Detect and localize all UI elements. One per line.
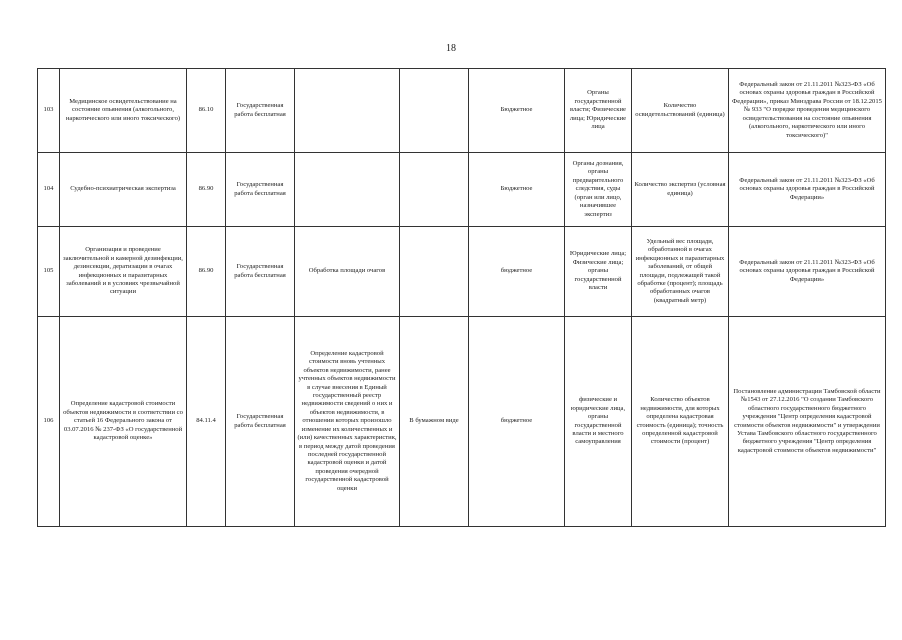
legal-basis: Федеральный закон от 21.11.2011 №323-ФЗ «Об основах охраны здоровья граждан в Российской Федерации» xyxy=(729,153,886,227)
table-row xyxy=(38,317,886,527)
consumer-category: Органы дознания, органы предварительного следствия, суды (орган или лицо, назначившее экспертиз xyxy=(565,153,632,227)
row-number: 103 xyxy=(38,69,60,153)
okved-code: 86.10 xyxy=(187,69,226,153)
work-content xyxy=(295,153,400,227)
volume-indicator: Количество объектов недвижимости, для которых определена кадастровая стоимость (единица); точность определенной кадастровой стоимости (процент) xyxy=(632,317,729,527)
volume-indicator: Количество освидетельствований (единица) xyxy=(632,69,729,153)
work-content: Определение кадастровой стоимости вновь учтенных объектов недвижимости, ранее учтенных объектов недвижимости в случае внесения в Единый государственный реестр недвижимости сведений о них и объектов недвижимости, в отношении которых произошло изменение их количественных и (или) качественных характеристик, в период между датой проведения последней государственной кадастровой оценки и датой проведения очередной государственной кадастровой оценки xyxy=(295,317,400,527)
delivery-form xyxy=(400,153,469,227)
okved-code: 86.90 xyxy=(187,153,226,227)
consumer-category: Органы государственной власти; Физические лица; Юридические лица xyxy=(565,69,632,153)
work-type: Государственная работа бесплатная xyxy=(226,69,295,153)
work-content xyxy=(295,69,400,153)
okved-code: 84.11.4 xyxy=(187,317,226,527)
legal-basis: Постановление администрации Тамбовской области №1543 от 27.12.2016 "О создании Тамбовского областного государственного бюджетного учреждения "Центр определения кадастровой стоимости объектов недвижимости" и утверждении Устава Тамбовского областного государственного бюджетного учреждения "Центр определения кадастровой стоимости объектов недвижимости" xyxy=(729,317,886,527)
table-row xyxy=(38,69,886,153)
consumer-category: физические и юридические лица, органы государственной власти и местного самоуправления xyxy=(565,317,632,527)
table-row xyxy=(38,227,886,317)
legal-basis: Федеральный закон от 21.11.2011 №323-ФЗ «Об основах охраны здоровья граждан в Российской Федерации» xyxy=(729,227,886,317)
delivery-form: В бумажном виде xyxy=(400,317,469,527)
payment-type: бюджетное xyxy=(469,227,565,317)
volume-indicator: Количество экспертиз (условная единица) xyxy=(632,153,729,227)
work-type: Государственная работа бесплатная xyxy=(226,227,295,317)
row-number: 105 xyxy=(38,227,60,317)
row-number: 104 xyxy=(38,153,60,227)
row-number: 106 xyxy=(38,317,60,527)
work-type: Государственная работа бесплатная xyxy=(226,153,295,227)
page-number: 18 xyxy=(446,43,456,54)
work-type: Государственная работа бесплатная xyxy=(226,317,295,527)
service-name: Организация и проведение заключительной и камерной дезинфекции, дезинсекции, дератизации в очагах инфекционных и паразитарных заболеваний и в условиях чрезвычайной ситуации xyxy=(60,227,187,317)
work-content: Обработка площади очагов xyxy=(295,227,400,317)
consumer-category: Юридические лица; Физические лица; органы государственной власти xyxy=(565,227,632,317)
table-row xyxy=(38,153,886,227)
legal-basis: Федеральный закон от 21.11.2011 №323-ФЗ «Об основах охраны здоровья граждан в Российской Федерации», приказ Минздрава России от 18.12.2015 № 933 "О порядке проведения медицинского освидетельствования на состояние опьянения (алкогольного, наркотического или иного токсического)" xyxy=(729,69,886,153)
okved-code: 86.90 xyxy=(187,227,226,317)
delivery-form xyxy=(400,227,469,317)
payment-type: Бюджетное xyxy=(469,69,565,153)
registry-table xyxy=(37,68,886,527)
delivery-form xyxy=(400,69,469,153)
payment-type: бюджетное xyxy=(469,317,565,527)
service-name: Медицинское освидетельствование на состояние опьянения (алкогольного, наркотического или иного токсического) xyxy=(60,69,187,153)
payment-type: Бюджетное xyxy=(469,153,565,227)
service-name: Судебно-психиатрическая экспертиза xyxy=(60,153,187,227)
volume-indicator: Удельный вес площади, обработанной в очагах инфекционных и паразитарных заболеваний, от общей площади, подлежащей такой обработке (процент); площадь обработанных очагов (квадратный метр) xyxy=(632,227,729,317)
service-name: Определение кадастровой стоимости объектов недвижимости в соответствии со статьей 16 Федерального закона от 03.07.2016 № 237-ФЗ «О государственной кадастровой оценке» xyxy=(60,317,187,527)
